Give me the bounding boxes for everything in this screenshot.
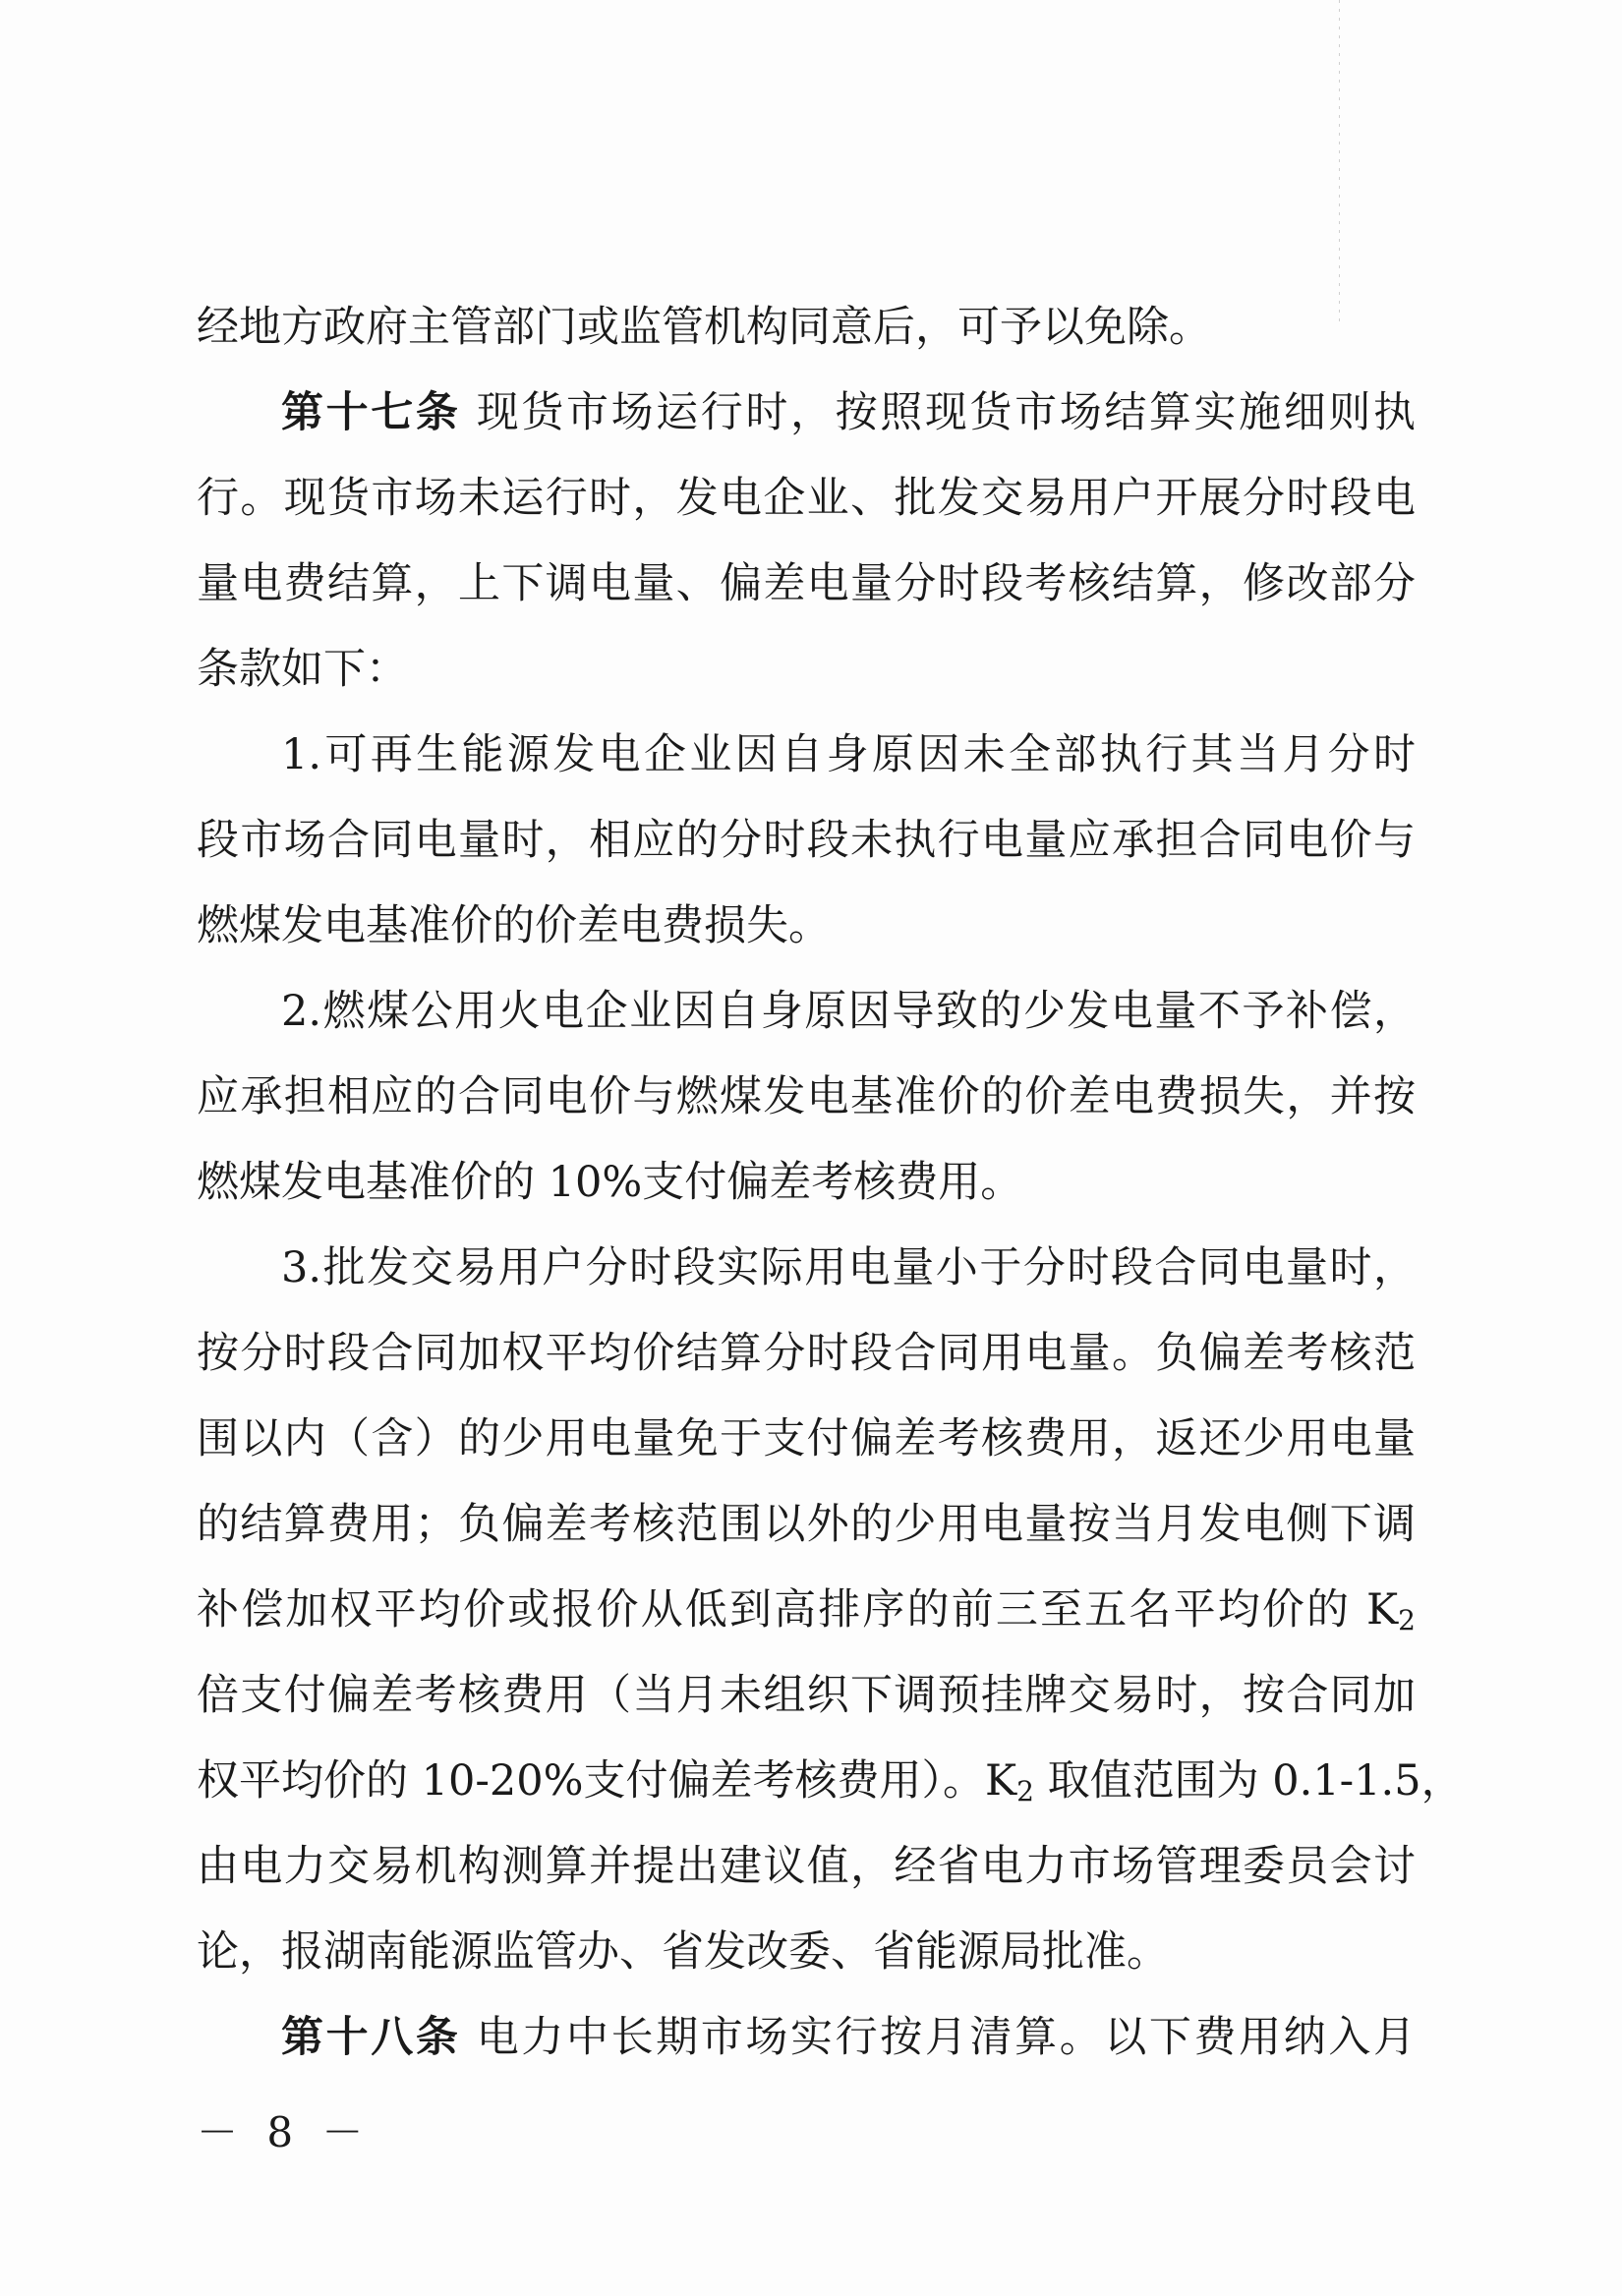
- text-line-9: 2.燃煤公用火电企业因自身原因导致的少发电量不予补偿，: [281, 987, 1416, 1036]
- text-line-10: 应承担相应的合同电价与燃煤发电基准价的价差电费损失，并按: [197, 1072, 1416, 1121]
- text-line-2: 第十七条 现货市场运行时，按照现货市场结算实施细则执: [281, 388, 1416, 437]
- text-line-12: 3.批发交易用户分时段实际用电量小于分时段合同电量时，: [281, 1243, 1416, 1292]
- text-line-16: 补偿加权平均价或报价从低到高排序的前三至五名平均价的 $K_2$: [197, 1585, 1416, 1636]
- text-line-14: 围以内（含）的少用电量免于支付偏差考核费用，返还少用电量: [197, 1414, 1416, 1464]
- body-text: [197, 285, 1464, 2081]
- subscript-2: 2: [1016, 1775, 1034, 1808]
- text-line-13: 按分时段合同加权平均价结算分时段合同用电量。负偏差考核范: [197, 1329, 1416, 1378]
- text-line-1: 经地方政府主管部门或监管机构同意后，可予以免除。: [197, 303, 1211, 352]
- text-line-17: 倍支付偏差考核费用（当月未组织下调预挂牌交易时，按合同加: [197, 1671, 1416, 1720]
- text-line-21: 第十八条 电力中长期市场实行按月清算。以下费用纳入月: [281, 2013, 1416, 2062]
- text-line-7: 段市场合同电量时，相应的分时段未执行电量应承担合同电价与: [197, 816, 1416, 865]
- text-line-3: 行。现货市场未运行时，发电企业、批发交易用户开展分时段电: [197, 474, 1416, 523]
- text-line-15: 的结算费用；负偏差考核范围以外的少用电量按当月发电侧下调: [197, 1500, 1416, 1549]
- article-heading-18: 第十八条: [281, 2013, 461, 2062]
- text-line-11: 燃煤发电基准价的 10%支付偏差考核费用。: [197, 1158, 1023, 1207]
- text-line-8: 燃煤发电基准价的价差电费损失。: [197, 901, 831, 950]
- text-line-19: 由电力交易机构测算并提出建议值，经省电力市场管理委员会讨: [197, 1842, 1416, 1891]
- text-line-18: 权平均价的 10-20%支付偏差考核费用）。$K_2$ 取值范围为 0.1-1.5，: [197, 1756, 1464, 1808]
- article-heading-17: 第十七条: [281, 388, 461, 437]
- text-line-5: 条款如下：: [197, 645, 408, 694]
- text-line-20: 论，报湖南能源监管办、省发改委、省能源局批准。: [197, 1927, 1169, 1977]
- scan-crease-mark: [1339, 0, 1340, 324]
- text-line-4: 量电费结算，上下调电量、偏差电量分时段考核结算，修改部分: [197, 559, 1416, 608]
- page-number: － 8 －: [197, 2108, 372, 2156]
- text-line-6: 1.可再生能源发电企业因自身原因未全部执行其当月分时: [281, 730, 1416, 779]
- subscript-2: 2: [1398, 1604, 1416, 1636]
